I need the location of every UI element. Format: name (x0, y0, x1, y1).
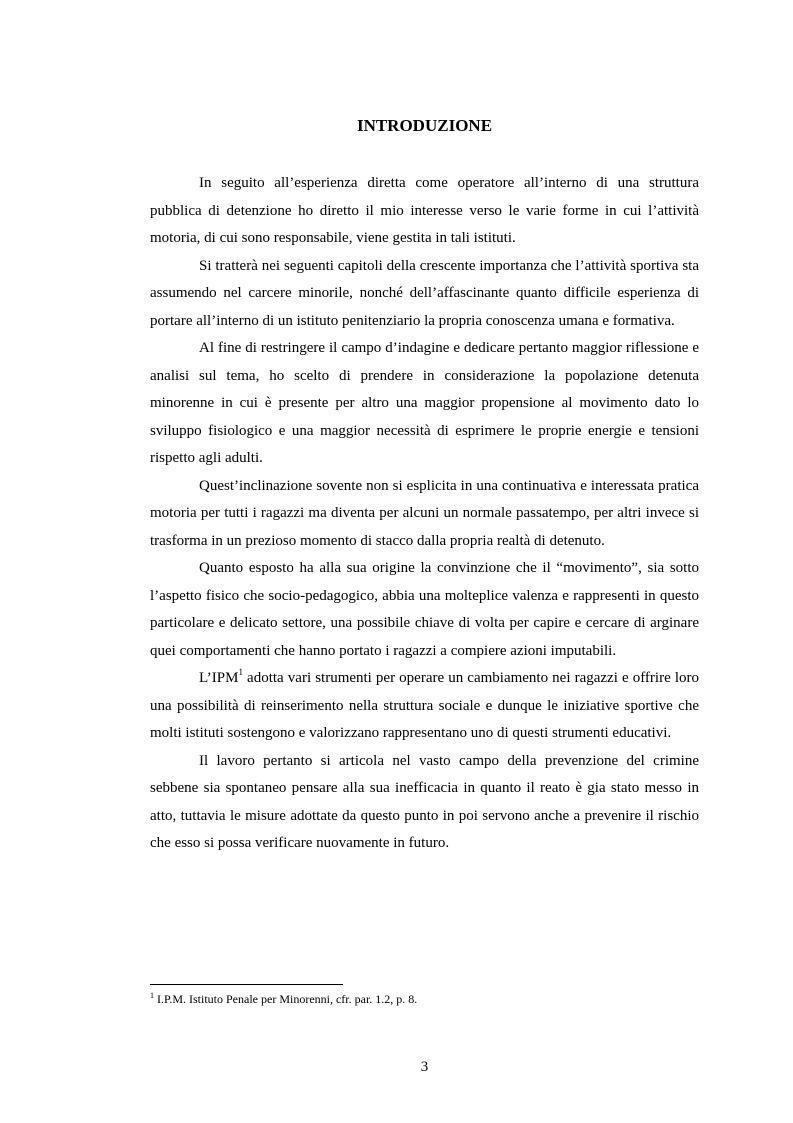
paragraph-ipm (150, 665, 699, 748)
paragraph: Al fine di restringere il campo d’indagine e dedicare pertanto maggior riflessione e analisi sul tema, ho scelto di prendere in considerazione la popolazione detenuta minorenne in cui è presente per altro una maggior propensione al movimento dato lo sviluppo fisiologico e una maggior necessità di esprimere le proprie energie e tensioni rispetto agli adulti. (150, 340, 699, 466)
footnote-marker: 1 (150, 991, 154, 1000)
footnote-text: I.P.M. Istituto Penale per Minorenni, cfr. par. 1.2, p. 8. (154, 992, 418, 1006)
paragraph: In seguito all’esperienza diretta come operatore all’interno di una struttura pubblica di detenzione ho diretto il mio interesse verso le varie forme in cui l’attività motoria, di cui sono responsabile, viene gestita in tali istituti. (150, 175, 699, 246)
paragraph: Il lavoro pertanto si articola nel vasto campo della prevenzione del crimine sebbene sia spontaneo pensare alla sua inefficacia in quanto il reato è gia stato messo in atto, tuttavia le misure adottate da questo punto in poi servono anche a prevenire il rischio che esso si possa verificare nuovamente in futuro. (150, 752, 699, 851)
paragraph: Quanto esposto ha alla sua origine la convinzione che il “movimento”, sia sotto l’aspetto fisico che socio-pedagogico, abbia una molteplice valenza e rappresenti in questo particolare e delicato settore, una possibile chiave di volta per capire e cercare di arginare quei comportamenti che hanno portato i ragazzi a compiere azioni imputabili. (150, 560, 699, 659)
footnote (150, 991, 699, 1007)
footnote-divider (150, 984, 343, 985)
page-title: INTRODUZIONE (356, 116, 493, 135)
paragraph: Quest’inclinazione sovente non si esplicita in una continuativa e interessata pratica motoria per tutti i ragazzi ma diventa per alcuni un normale passatempo, per altri invece si trasforma in un prezioso momento di stacco dalla propria realtà di detenuto. (150, 477, 699, 549)
paragraph-lead: L’IPM (199, 670, 239, 686)
body-text (150, 170, 699, 858)
footnote-reference: 1 (238, 667, 243, 677)
page-number: 3 (420, 1059, 429, 1075)
paragraph: Si tratterà nei seguenti capitoli della crescente importanza che l’attività sportiva sta assumendo nel carcere minorile, nonché dell’affascinante quanto difficile esperienza di portare all’interno di un istituto penitenziario la propria conoscenza umana e formativa. (150, 257, 699, 329)
paragraph-rest: adotta vari strumenti per operare un cambiamento nei ragazzi e offrire loro una possibilità di reinserimento nella struttura sociale e dunque le iniziative sportive che molti istituti sostengono e valorizzano rappresentano uno di questi strumenti educativi. (150, 670, 699, 741)
